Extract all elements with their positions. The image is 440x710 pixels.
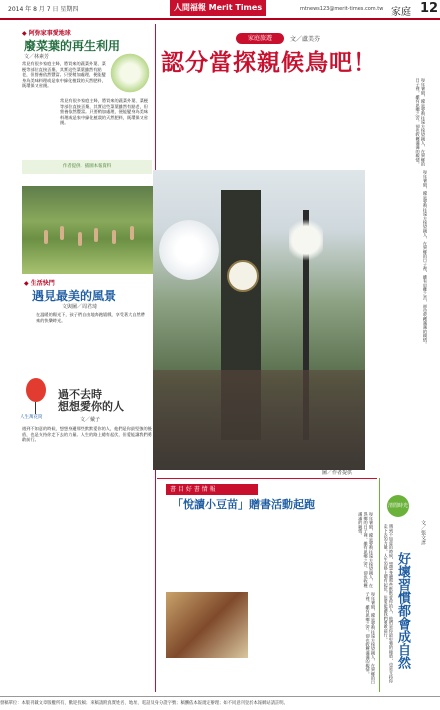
article-author: 文／盧美芬 bbox=[290, 36, 321, 43]
column-text: 遇到不如意的時候，想想身邊那些默默愛你的人，他們是你最堅強的後盾，也是支持你走下去的力量。人生的路上總有起伏，但愛能讓我們勇敢前行。 bbox=[384, 524, 394, 684]
steam-clock-photo bbox=[153, 170, 365, 470]
event-text-continued: 每年暑假，總是要飛往遠方探望親人，在異鄉的日子裡，雖有思鄉之苦，卻也收穫滿滿的親情。 bbox=[365, 592, 376, 685]
column-title: 遇見最美的風景 bbox=[32, 289, 117, 303]
column-author: 文／林素芳 bbox=[24, 54, 50, 60]
article-body: 每年暑假，總是要飛往遠方探望親人，在異鄉的日子裡，雖有思鄉之苦，卻也收穫滿滿的親情。 bbox=[415, 78, 426, 166]
column-author: 文／戴子 bbox=[80, 417, 101, 423]
article-kicker: 家庭旅遊 bbox=[236, 33, 284, 44]
issue-date: 2014 年 8 月 7 日 星期四 bbox=[8, 6, 79, 13]
section-divider bbox=[157, 478, 377, 479]
article-body-continued: 每年暑假，總是要飛往遠方探望親人，在異鄉的日子裡，雖有思鄉之苦，卻也收穫滿滿的親情。 bbox=[423, 170, 428, 346]
page-number: 12 bbox=[420, 1, 439, 16]
article-headline: 認分當探親候鳥吧！ bbox=[161, 50, 377, 76]
column-headline: 好壞習慣都會成自然 bbox=[395, 552, 410, 669]
photo-caption: 圖／作者提供 bbox=[322, 470, 353, 476]
newspaper-logo: 人間福報 Merit Times bbox=[170, 0, 266, 16]
vegetable-illustration bbox=[108, 50, 152, 96]
section-name: 家庭 bbox=[391, 7, 411, 18]
column-title: 過不去時 想想愛你的人 bbox=[58, 388, 124, 413]
balloon-illustration bbox=[22, 378, 52, 416]
event-text: 每年暑假，總是要飛往遠方探望親人，在異鄉的日子裡，雖有思鄉之苦，卻也收穫滿滿的親情。 bbox=[358, 512, 374, 588]
column-title: 廢菜葉的再生利用 bbox=[24, 39, 121, 53]
event-kicker: 書 目 好 書 情 報 bbox=[166, 484, 258, 495]
column-badge: 清閒時光 bbox=[387, 495, 409, 517]
contact-email: mtnews123@merit-times.com.tw bbox=[300, 6, 384, 12]
column-author: 文／張文彥 bbox=[420, 520, 426, 545]
column-author: 文與圖／周君琦 bbox=[62, 304, 98, 310]
column-kicker: ◆ 生活快門 bbox=[24, 280, 55, 287]
event-headline: 「悅讀小豆苗」贈書活動起跑 bbox=[172, 498, 315, 511]
children-playing-photo bbox=[22, 186, 153, 274]
footer-notice: 發稿單位：本版刊載文章版權所有，歡迎投稿；來稿請附真實姓名、地址、電話及身分證字號；稿酬依本報規定辦理；如不同意刊登於本報網站請註明。 bbox=[0, 696, 440, 710]
article-text: 常見有很多家庭主婦，將買來的蔬菜外葉、菜梗等部位直接丟棄，其實這些菜葉雖然有點老，但營養依然豐富。只要稍加處理，便能變身為美味料理或是家中綠化植栽的天然肥料，既環保又省錢。 bbox=[22, 61, 106, 89]
column-kicker: ◆ 阿弥家事愛地球 bbox=[22, 30, 71, 37]
column-divider bbox=[379, 478, 380, 692]
article-text: 遇到不如意的時候，想想身邊那些默默愛你的人，他們是你最堅強的後盾，也是支持你走下去的力量。人生的路上總有起伏，但愛能讓我們勇敢前行。 bbox=[22, 426, 152, 443]
image-credit: 作者提供．插圖本報資料 bbox=[22, 160, 152, 174]
children-reading-photo bbox=[166, 592, 248, 658]
column-badge: 人生萬花筒 bbox=[20, 415, 43, 420]
article-text: 在溫暖的陽光下，孩子們自由地奔跑嬉戲，享受著大自然帶來的快樂時光。 bbox=[36, 312, 145, 323]
article-text-continued: 常見有很多家庭主婦，將買來的蔬菜外葉、菜梗等部位直接丟棄，其實這些菜葉雖然有點老，但營養依然豐富。只要稍加處理，便能變身為美味料理或是家中綠化植栽的天然肥料，既環保又省錢。 bbox=[60, 98, 148, 126]
